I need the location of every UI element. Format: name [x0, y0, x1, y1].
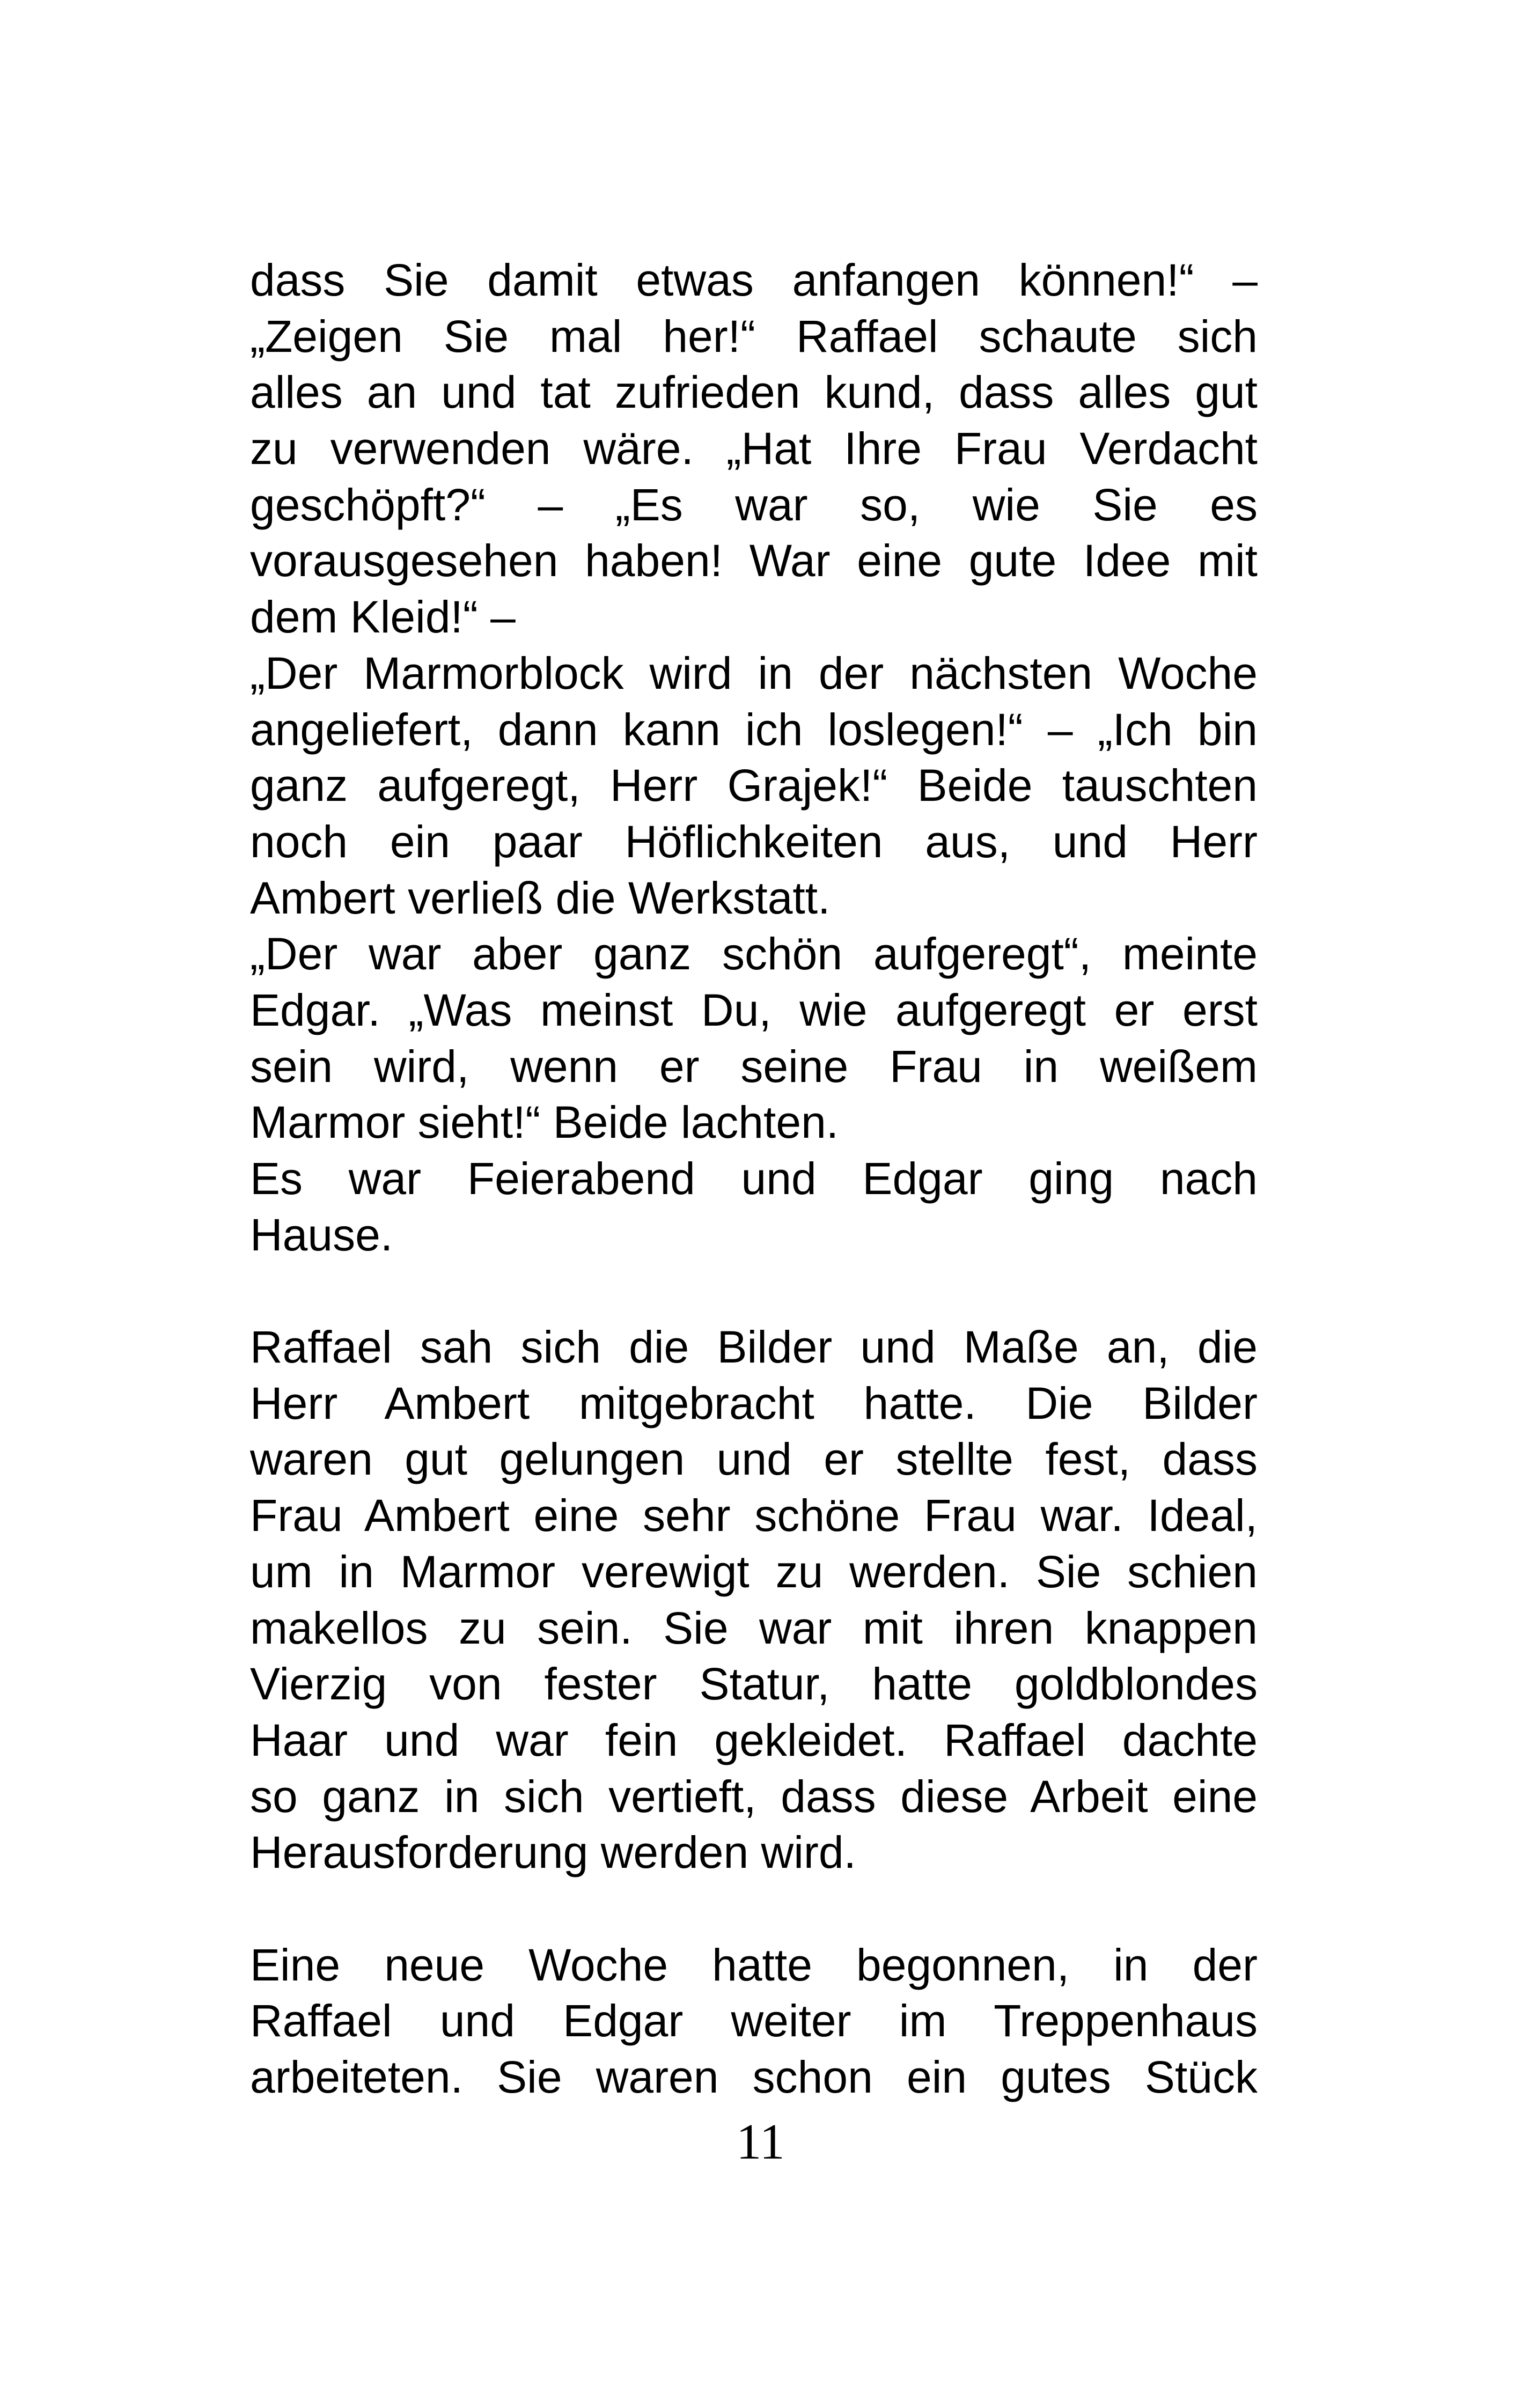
text-line: noch ein paar Höflichkeiten aus, und Herr [250, 816, 1258, 867]
text-line: dass Sie damit etwas anfangen können!“ – [250, 255, 1258, 305]
text-line: angeliefert, dann kann ich loslegen!“ – „Ich bin [250, 704, 1258, 755]
paragraph-gap [250, 1263, 1258, 1319]
text-line: Ambert verließ die Werkstatt. [250, 872, 831, 923]
text-line: geschöpft?“ – „Es war so, wie Sie es [250, 479, 1258, 530]
text-line: waren gut gelungen und er stellte fest, dass [250, 1434, 1258, 1485]
text-line: Hause. [250, 1209, 393, 1260]
text-line: Raffael und Edgar weiter im Treppenhaus [250, 1995, 1258, 2046]
text-line: so ganz in sich vertieft, dass diese Arbeit eine [250, 1771, 1258, 1822]
page-number: 11 [736, 2114, 785, 2170]
text-line: Herausforderung werden wird. [250, 1827, 856, 1878]
text-line: „Der war aber ganz schön aufgeregt“, meinte [250, 929, 1258, 980]
text-line: arbeiteten. Sie waren schon ein gutes Stück [250, 2052, 1258, 2102]
text-line: vorausgesehen haben! War eine gute Idee mit [250, 535, 1258, 586]
text-line: Haar und war fein gekleidet. Raffael dachte [250, 1714, 1258, 1765]
text-line: Eine neue Woche hatte begonnen, in der [250, 1939, 1258, 1990]
text-line: dem Kleid!“ – [250, 592, 516, 643]
text-line: zu verwenden wäre. „Hat Ihre Frau Verdacht [250, 423, 1258, 474]
text-line: „Zeigen Sie mal her!“ Raffael schaute sich [250, 311, 1258, 362]
text-line: „Der Marmorblock wird in der nächsten Woche [250, 647, 1258, 698]
text-line: sein wird, wenn er seine Frau in weißem [250, 1041, 1258, 1092]
paragraph-gap [250, 1881, 1258, 1937]
text-line: Frau Ambert eine sehr schöne Frau war. Ideal, [250, 1490, 1258, 1541]
text-line: Es war Feierabend und Edgar ging nach [250, 1153, 1258, 1204]
text-line: Vierzig von fester Statur, hatte goldblondes [250, 1659, 1258, 1710]
text-line: ganz aufgeregt, Herr Grajek!“ Beide tauschten [250, 760, 1258, 811]
text-line: makellos zu sein. Sie war mit ihren knappen [250, 1602, 1258, 1653]
text-line: Raffael sah sich die Bilder und Maße an, die [250, 1322, 1258, 1373]
text-line: Herr Ambert mitgebracht hatte. Die Bilder [250, 1378, 1258, 1428]
text-line: Marmor sieht!“ Beide lachten. [250, 1097, 839, 1148]
text-line: um in Marmor verewigt zu werden. Sie schien [250, 1546, 1258, 1597]
text-line: Edgar. „Was meinst Du, wie aufgeregt er erst [250, 984, 1258, 1035]
body-text [250, 252, 1258, 2105]
text-line: alles an und tat zufrieden kund, dass alles gut [250, 367, 1258, 418]
